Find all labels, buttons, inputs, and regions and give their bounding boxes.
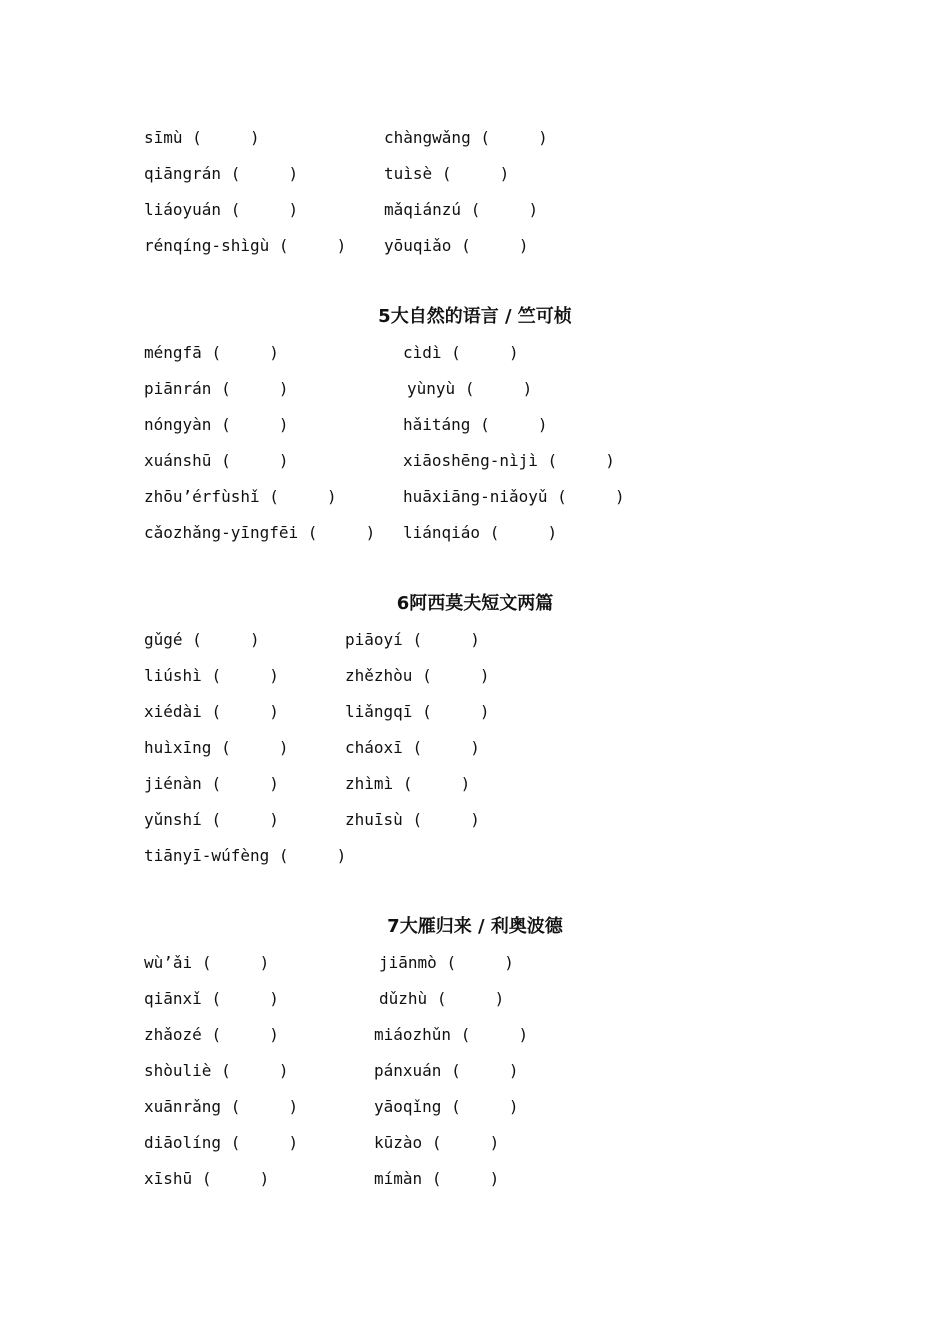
pinyin-left: sīmù ( ): [144, 128, 260, 147]
pinyin-left: xuánshū ( ): [144, 451, 289, 470]
pinyin-left: xiédài ( ): [144, 702, 279, 721]
pinyin-left: zhōu’érfùshǐ ( ): [144, 487, 337, 506]
pinyin-right: liánqiáo ( ): [403, 523, 558, 542]
pinyin-left: nóngyàn ( ): [144, 415, 289, 434]
pinyin-left: shòuliè ( ): [144, 1061, 289, 1080]
pinyin-left: xīshū ( ): [144, 1169, 270, 1188]
pinyin-right: dǔzhù ( ): [379, 989, 505, 1008]
pinyin-right: chàngwǎng ( ): [384, 128, 548, 147]
pinyin-left: qiānxǐ ( ): [144, 989, 279, 1008]
list-item: [0, 415, 950, 451]
pinyin-left: zhǎozé ( ): [144, 1025, 279, 1044]
pinyin-left: méngfā ( ): [144, 343, 279, 362]
pinyin-right: xiāoshēng-nìjì ( ): [403, 451, 615, 470]
pinyin-right: pánxuán ( ): [374, 1061, 519, 1080]
pinyin-left: xuānrǎng ( ): [144, 1097, 299, 1116]
list-item: [0, 774, 950, 810]
list-item: [0, 989, 950, 1025]
list-item: [0, 236, 950, 272]
pinyin-left: huìxīng ( ): [144, 738, 289, 757]
pinyin-left: gǔgé ( ): [144, 630, 260, 649]
pinyin-left: liáoyuán ( ): [144, 200, 299, 219]
list-item: [0, 846, 950, 882]
list-item: [0, 666, 950, 702]
list-item: [0, 630, 950, 666]
pinyin-right: miáozhǔn ( ): [374, 1025, 529, 1044]
pinyin-left: cǎozhǎng-yīngfēi ( ): [144, 523, 376, 542]
pinyin-right: kūzào ( ): [374, 1133, 500, 1152]
pinyin-left: diāolíng ( ): [144, 1133, 299, 1152]
pinyin-right: piāoyí ( ): [345, 630, 480, 649]
pinyin-right: hǎitáng ( ): [403, 415, 548, 434]
pinyin-left: jiénàn ( ): [144, 774, 279, 793]
pinyin-right: zhìmì ( ): [345, 774, 471, 793]
pinyin-right: tuìsè ( ): [384, 164, 510, 183]
list-item: [0, 953, 950, 989]
section-heading: 7大雁归来 / 利奥波德: [387, 916, 563, 937]
list-item: [0, 379, 950, 415]
list-item: [0, 1133, 950, 1169]
list-item: [0, 128, 950, 164]
list-item: [0, 200, 950, 236]
pinyin-right: cìdì ( ): [403, 343, 519, 362]
pinyin-right: jiānmò ( ): [379, 953, 514, 972]
pinyin-left: wù’ǎi ( ): [144, 953, 270, 972]
list-item: [0, 1169, 950, 1205]
pinyin-right: mímàn ( ): [374, 1169, 500, 1188]
pinyin-left: yǔnshí ( ): [144, 810, 279, 829]
list-item: [0, 738, 950, 774]
pinyin-right: liǎngqī ( ): [345, 702, 490, 721]
pinyin-right: yùnyù ( ): [407, 379, 533, 398]
pinyin-right: cháoxī ( ): [345, 738, 480, 757]
pinyin-left: qiāngrán ( ): [144, 164, 299, 183]
pinyin-left: rénqíng-shìgù ( ): [144, 236, 347, 255]
list-item: [0, 702, 950, 738]
section-heading: 6阿西莫夫短文两篇: [396, 593, 554, 614]
list-item: [0, 1061, 950, 1097]
pinyin-left: piānrán ( ): [144, 379, 289, 398]
pinyin-right: zhuīsù ( ): [345, 810, 480, 829]
list-item: [0, 487, 950, 523]
list-item: [0, 1025, 950, 1061]
pinyin-right: mǎqiánzú ( ): [384, 200, 539, 219]
list-item: [0, 343, 950, 379]
pinyin-right: huāxiāng-niǎoyǔ ( ): [403, 487, 625, 506]
list-item: [0, 164, 950, 200]
pinyin-right: yāoqǐng ( ): [374, 1097, 519, 1116]
list-item: [0, 810, 950, 846]
list-item: [0, 523, 950, 559]
list-item: [0, 451, 950, 487]
list-item: [0, 1097, 950, 1133]
pinyin-left: tiānyī-wúfèng ( ): [144, 846, 347, 865]
pinyin-left: liúshì ( ): [144, 666, 279, 685]
pinyin-right: yōuqiǎo ( ): [384, 236, 529, 255]
section-heading: 5大自然的语言 / 竺可桢: [378, 306, 572, 327]
pinyin-right: zhězhòu ( ): [345, 666, 490, 685]
